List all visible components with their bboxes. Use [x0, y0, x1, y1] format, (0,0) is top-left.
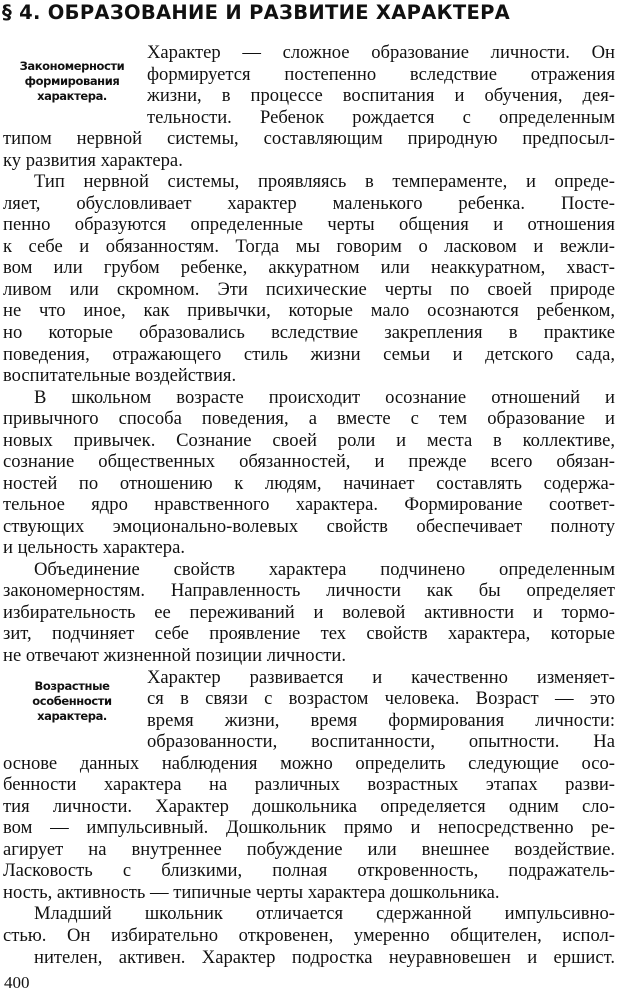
text-line: ляет, обусловливает характер маленького ребенка. Посте- [3, 192, 615, 214]
text-line: вом — импульсивный. Дошкольник прямо и непосредственно ре- [3, 817, 615, 839]
text-line: тельности. Ребенок рождается с определенным [147, 106, 615, 128]
text-line: ностей по отношению к людям, начинает составлять содержа- [3, 472, 615, 494]
text-line: Объединение свойств характера подчинено определенным [34, 558, 615, 580]
text-line: ся в связи с возрастом человека. Возраст — это [147, 688, 615, 709]
text-line: привычного способа поведения, а вместе с тем образование и [3, 408, 615, 430]
margin-note-line: формирования [24, 74, 120, 89]
text-line: образованности, воспитанности, опытности. На [147, 731, 615, 753]
text-line: тия личности. Характер дошкольника определяется одним сло- [3, 795, 615, 817]
text-line: Ласковость с близкими, полная откровенность, подражатель- [3, 860, 615, 882]
text-line: пенно образуются определенные черты общения и отношения [3, 214, 615, 236]
text-line: время жизни, время формирования личности: [147, 709, 615, 731]
margin-note-line: Возрастные [34, 679, 110, 694]
text-line: ку развития характера. [3, 149, 183, 171]
text-line: но которые образовались вследствие закрепления в практике [3, 322, 615, 343]
margin-note-line: характера. [37, 709, 107, 724]
text-line: формируется постепенно вследствие отражения [147, 63, 615, 85]
text-line: не отвечают жизненной позиции личности. [3, 645, 346, 666]
text-line: тельное ядро нравственного характера. Формирование соответ- [3, 494, 615, 516]
text-line: воспитательные воздействия. [3, 365, 237, 386]
text-line: ствующих эмоционально-волевых свойств обеспечивает полноту [3, 515, 615, 537]
text-line: нителен, активен. Характер подростка неуравновешен и ершист. [34, 946, 615, 968]
text-line: избирательность ее переживаний и волевой активности и тормо- [3, 601, 615, 623]
text-line: и цельность характера. [3, 537, 185, 559]
text-line: типом нервной системы, составляющим природную предпосыл- [3, 128, 615, 150]
text-line: не что иное, как привычки, которые мало осознаются ребенком, [3, 300, 615, 322]
text-line: ливом или скромном. Эти психические черты по своей природе [3, 278, 615, 300]
text-line: поведения, отражающего стиль жизни семьи и детского сада, [3, 343, 615, 365]
text-line: основе данных наблюдения можно определить следующие осо- [3, 752, 615, 774]
section-heading: § 4. ОБРАЗОВАНИЕ И РАЗВИТИЕ ХАРАКТЕРА [2, 1, 511, 24]
text-line: ность, активность — типичные черты характера дошкольника. [3, 881, 500, 903]
page-number: 400 [4, 973, 30, 992]
text-line: бенности характера на различных возрастных этапах разви- [3, 774, 615, 796]
text-line: закономерностям. Направленность личности как бы определяет [3, 580, 615, 602]
margin-note-line: особенности [32, 694, 112, 709]
text-line: стью. Он избирательно откровенен, умеренно общителен, испол- [3, 924, 615, 946]
text-line: жизни, в процессе воспитания и обучения, дея- [147, 85, 615, 107]
text-line: новых привычек. Сознание своей роли и места в коллективе, [3, 429, 615, 451]
margin-note-age-features [2, 679, 142, 724]
margin-note-line: Закономерности [19, 59, 125, 74]
text-line: Характер развивается и качественно изменяет- [147, 666, 615, 688]
margin-note-character-formation [2, 59, 142, 104]
text-line: сознание общественных обязанностей, и прежде всего обязан- [3, 451, 615, 473]
margin-note-line: характера. [37, 89, 107, 104]
text-line: Характер — сложное образование личности. Он [147, 42, 615, 63]
text-line: Тип нервной системы, проявляясь в темпераменте, и опреде- [34, 171, 615, 193]
text-line: вом или грубом ребенке, аккуратном или неаккуратном, хваст- [3, 257, 615, 279]
text-line: к себе и обязанностям. Тогда мы говорим о ласковом и вежли- [3, 235, 615, 257]
text-line: агирует на внутреннее побуждение или внешнее воздействие. [3, 838, 615, 860]
text-line: Младший школьник отличается сдержанной импульсивно- [34, 903, 615, 925]
text-line: В школьном возрасте происходит осознание отношений и [34, 386, 615, 408]
text-line: зит, подчиняет себе проявление тех свойств характера, которые [3, 623, 615, 645]
